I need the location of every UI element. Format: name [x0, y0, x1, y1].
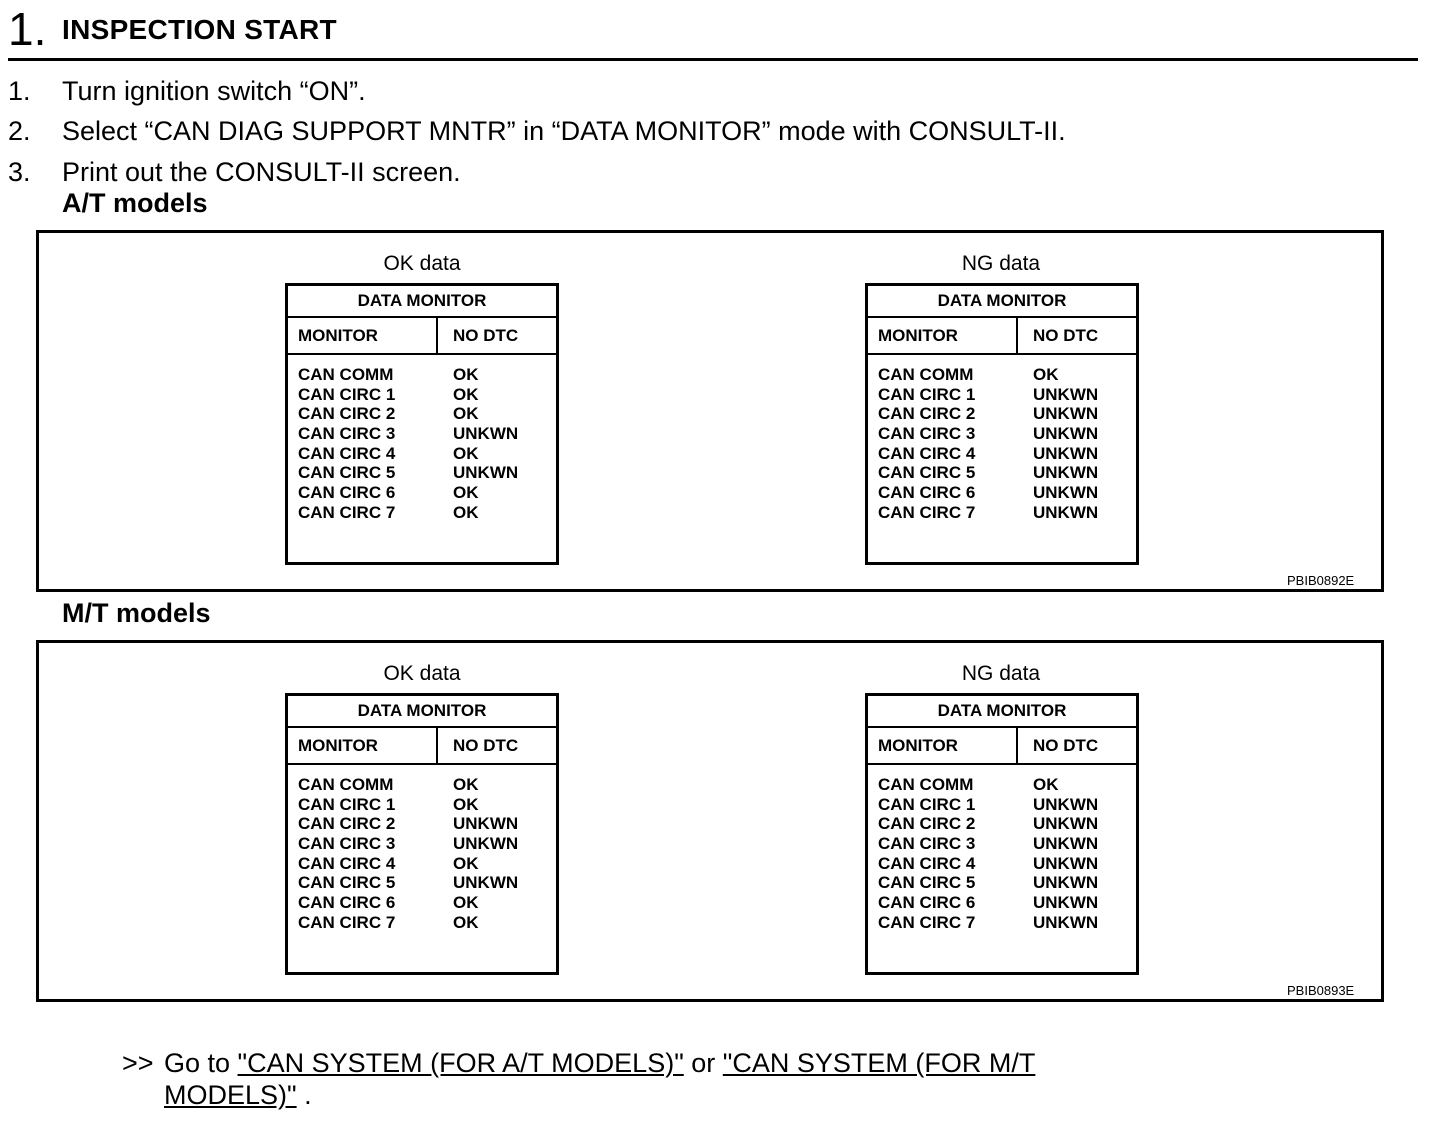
monitor-status: OK [1033, 775, 1059, 794]
monitor-row [298, 463, 552, 483]
monitor-status: OK [453, 794, 479, 814]
monitor-item: CAN CIRC 4 [878, 853, 976, 873]
monitor-status: OK [453, 443, 479, 463]
monitor-row [298, 775, 552, 795]
monitor-status: OK [453, 365, 479, 384]
monitor-item: CAN CIRC 3 [878, 834, 976, 854]
data-monitor-screen-ok [285, 283, 559, 565]
monitor-row [878, 404, 1132, 424]
monitor-status: UNKWN [1033, 443, 1099, 463]
goto-prefix: Go to [164, 1048, 238, 1078]
monitor-column-header: MONITOR [298, 736, 378, 755]
monitor-item: CAN CIRC 2 [298, 814, 396, 834]
monitor-status: UNKWN [453, 814, 519, 834]
monitor-item: CAN CIRC 2 [878, 814, 976, 834]
instruction-3-text: Print out the CONSULT-II screen. [62, 157, 461, 187]
monitor-row [878, 913, 1132, 933]
monitor-column-header: MONITOR [298, 326, 378, 345]
monitor-row [878, 775, 1132, 795]
link-can-system-at[interactable]: "CAN SYSTEM (FOR A/T MODELS)" [237, 1048, 684, 1078]
instruction-1-number: 1. [8, 76, 31, 106]
monitor-item: CAN COMM [878, 365, 974, 384]
monitor-row [878, 424, 1132, 444]
monitor-status: UNKWN [1033, 502, 1099, 522]
monitor-status: UNKWN [1033, 834, 1099, 854]
section-label-at: A/T models [62, 188, 208, 218]
monitor-item: CAN CIRC 7 [878, 502, 976, 522]
monitor-item: CAN COMM [878, 775, 974, 794]
monitor-item: CAN CIRC 5 [298, 463, 396, 483]
monitor-item: CAN CIRC 1 [298, 794, 396, 814]
monitor-row [298, 913, 552, 933]
monitor-header-divider [436, 318, 438, 353]
section-label-mt: M/T models [62, 598, 211, 628]
step-number: 1. [8, 3, 47, 55]
monitor-title: DATA MONITOR [868, 696, 1136, 728]
monitor-rows [298, 365, 552, 523]
monitor-rows [878, 775, 1132, 933]
figure-id: PBIB0893E [1287, 983, 1355, 998]
monitor-status: OK [1033, 365, 1059, 384]
monitor-status: UNKWN [1033, 893, 1099, 913]
monitor-status: UNKWN [1033, 483, 1099, 503]
monitor-status: OK [453, 502, 479, 522]
link-can-system-mt[interactable]: "CAN SYSTEM (FOR M/T MODELS)" [164, 1048, 1036, 1110]
monitor-item: CAN CIRC 1 [878, 794, 976, 814]
monitor-status: UNKWN [1033, 853, 1099, 873]
monitor-status: UNKWN [1033, 794, 1099, 814]
goto-instruction [164, 1047, 1164, 1111]
monitor-item: CAN CIRC 3 [298, 834, 396, 854]
status-column-header: NO DTC [453, 326, 519, 345]
monitor-status: UNKWN [1033, 404, 1099, 424]
monitor-row [298, 385, 552, 405]
monitor-row [878, 873, 1132, 893]
monitor-status: UNKWN [453, 873, 519, 893]
panel-caption-ng: NG data [961, 252, 1041, 275]
monitor-status: UNKWN [453, 463, 519, 483]
monitor-row [878, 893, 1132, 913]
monitor-row [878, 365, 1132, 385]
monitor-status: OK [453, 853, 479, 873]
monitor-header-divider [1016, 318, 1018, 353]
figure-at-models [36, 230, 1384, 592]
monitor-row [298, 444, 552, 464]
monitor-item: CAN CIRC 3 [298, 424, 396, 444]
monitor-row [878, 834, 1132, 854]
monitor-header-divider [436, 728, 438, 763]
monitor-row [298, 854, 552, 874]
monitor-item: CAN CIRC 4 [298, 443, 396, 463]
monitor-header-divider [1016, 728, 1018, 763]
monitor-row [298, 893, 552, 913]
monitor-status: OK [453, 384, 479, 404]
monitor-item: CAN CIRC 2 [878, 404, 976, 424]
status-column-header: NO DTC [1033, 326, 1099, 345]
monitor-title: DATA MONITOR [868, 286, 1136, 318]
data-monitor-screen-ok [285, 693, 559, 975]
monitor-item: CAN CIRC 6 [878, 893, 976, 913]
monitor-status: OK [453, 893, 479, 913]
monitor-row [298, 503, 552, 523]
monitor-item: CAN CIRC 5 [298, 873, 396, 893]
monitor-row [878, 444, 1132, 464]
data-monitor-screen-ng [865, 283, 1139, 565]
goto-suffix: . [296, 1080, 312, 1110]
data-monitor-screen-ng [865, 693, 1139, 975]
monitor-item: CAN CIRC 4 [298, 853, 396, 873]
figure-mt-models [36, 640, 1384, 1002]
monitor-item: CAN CIRC 7 [298, 502, 396, 522]
monitor-item: CAN CIRC 3 [878, 424, 976, 444]
monitor-item: CAN COMM [298, 775, 394, 794]
monitor-status: OK [453, 912, 479, 932]
monitor-row [298, 365, 552, 385]
monitor-item: CAN CIRC 5 [878, 463, 976, 483]
instruction-3-number: 3. [8, 157, 31, 187]
monitor-column-header: MONITOR [878, 736, 958, 755]
monitor-status: UNKWN [1033, 463, 1099, 483]
status-column-header: NO DTC [453, 736, 519, 755]
monitor-item: CAN CIRC 1 [298, 384, 396, 404]
monitor-item: CAN CIRC 4 [878, 443, 976, 463]
monitor-row [878, 814, 1132, 834]
panel-caption-ng: NG data [961, 662, 1041, 685]
monitor-item: CAN COMM [298, 365, 394, 384]
monitor-row [298, 814, 552, 834]
monitor-status: OK [453, 404, 479, 424]
monitor-row [298, 873, 552, 893]
goto-arrow: >> [122, 1048, 154, 1078]
figure-id: PBIB0892E [1287, 573, 1355, 588]
monitor-status: UNKWN [1033, 384, 1099, 404]
monitor-rows [298, 775, 552, 933]
step-title: INSPECTION START [62, 14, 337, 45]
instruction-2-text: Select “CAN DIAG SUPPORT MNTR” in “DATA MONITOR” mode with CONSULT-II. [62, 116, 1066, 146]
monitor-status: UNKWN [1033, 424, 1099, 444]
monitor-item: CAN CIRC 1 [878, 384, 976, 404]
monitor-row [298, 834, 552, 854]
monitor-item: CAN CIRC 2 [298, 404, 396, 424]
instruction-2-number: 2. [8, 116, 31, 146]
monitor-title: DATA MONITOR [288, 286, 556, 318]
panel-caption-ok: OK data [383, 252, 461, 275]
monitor-row [878, 483, 1132, 503]
monitor-title: DATA MONITOR [288, 696, 556, 728]
monitor-item: CAN CIRC 5 [878, 873, 976, 893]
status-column-header: NO DTC [1033, 736, 1099, 755]
monitor-row [878, 854, 1132, 874]
monitor-item: CAN CIRC 6 [298, 893, 396, 913]
monitor-row [298, 424, 552, 444]
monitor-row [878, 795, 1132, 815]
monitor-item: CAN CIRC 6 [878, 483, 976, 503]
monitor-rows [878, 365, 1132, 523]
panel-caption-ok: OK data [383, 662, 461, 685]
monitor-row [878, 463, 1132, 483]
monitor-status: UNKWN [453, 424, 519, 444]
header-divider [8, 58, 1418, 61]
monitor-item: CAN CIRC 7 [878, 912, 976, 932]
monitor-row [298, 795, 552, 815]
monitor-status: UNKWN [1033, 912, 1099, 932]
monitor-status: OK [453, 483, 479, 503]
monitor-item: CAN CIRC 7 [298, 912, 396, 932]
monitor-row [298, 483, 552, 503]
monitor-status: UNKWN [1033, 814, 1099, 834]
instruction-1-text: Turn ignition switch “ON”. [62, 76, 366, 106]
goto-middle: or [683, 1048, 723, 1078]
monitor-row [298, 404, 552, 424]
monitor-row [878, 503, 1132, 523]
monitor-row [878, 385, 1132, 405]
monitor-item: CAN CIRC 6 [298, 483, 396, 503]
monitor-status: OK [453, 775, 479, 794]
monitor-column-header: MONITOR [878, 326, 958, 345]
monitor-status: UNKWN [453, 834, 519, 854]
monitor-status: UNKWN [1033, 873, 1099, 893]
